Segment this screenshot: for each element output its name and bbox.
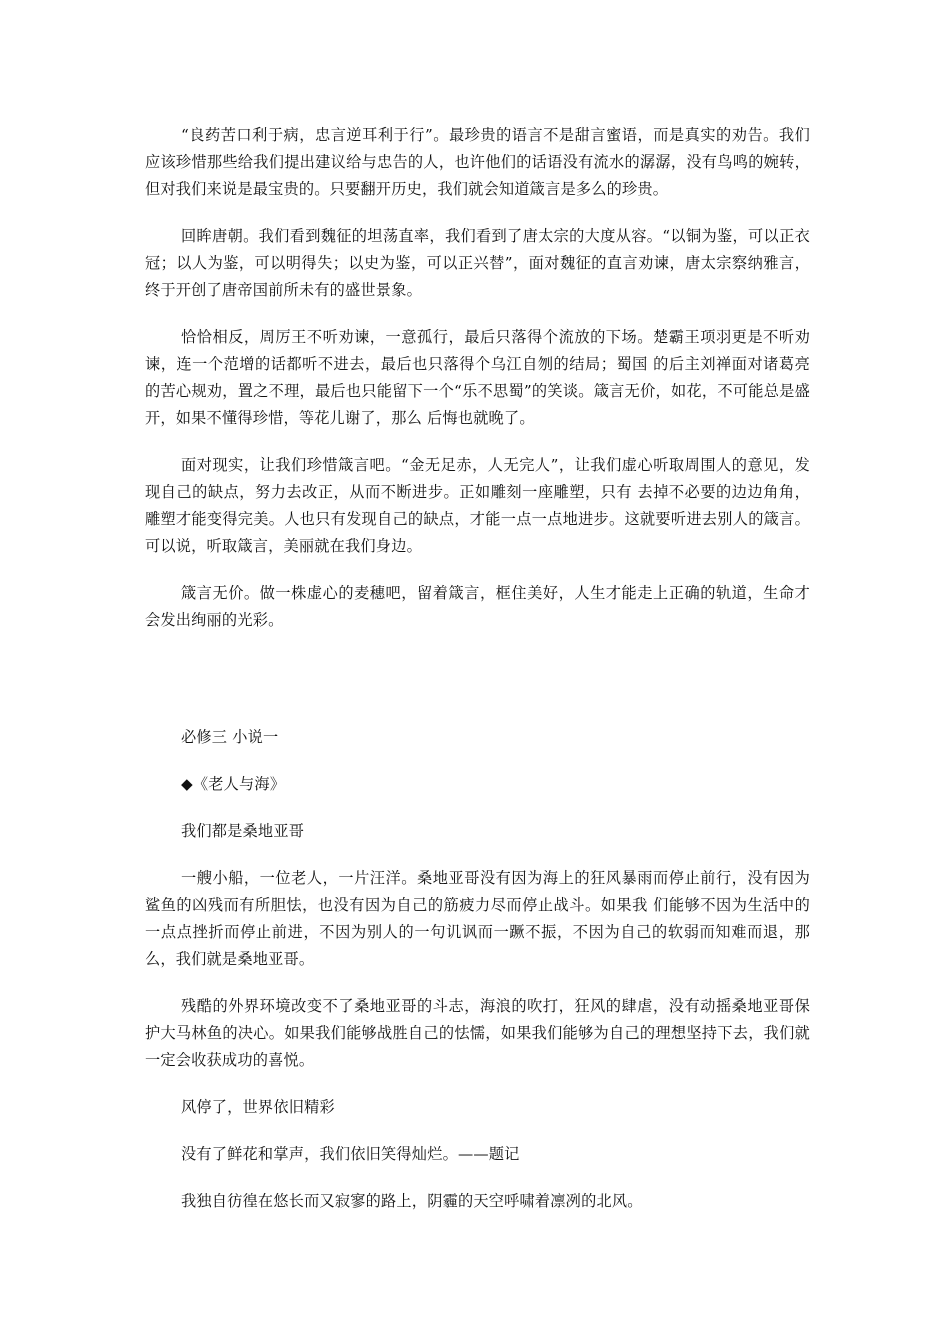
paragraph-4: 面对现实，让我们珍惜箴言吧。“金无足赤，人无完人”，让我们虚心听取周围人的意见，发现自己的缺点，努力去改正，从而不断进步。正如雕刻一座雕塑，只有 去掉不必要的边边角角，雕塑才能变得完美。人也只有发现自己的缺点，才能一点一点地进步。这就要听进去别人的箴言。可以说，听取箴言，美丽就在我们身边。 bbox=[145, 456, 810, 555]
essay-paragraph-1: 一艘小船，一位老人，一片汪洋。桑地亚哥没有因为海上的狂风暴雨而停止前行，没有因为鲨鱼的凶残而有所胆怯，也没有因为自己的筋疲力尽而停止战斗。如果我 们能够不因为生活中的一点点挫折而停止前进，不因为别人的一句讥讽而一蹶不振，不因为自己的软弱而知难而退，那么，我们就是桑地亚哥。 bbox=[145, 869, 810, 968]
epigraph: 没有了鲜花和掌声，我们依旧笑得灿烂。——题记 bbox=[181, 1145, 520, 1163]
essay-title: 我们都是桑地亚哥 bbox=[181, 822, 305, 840]
essay-title-2: 风停了，世界依旧精彩 bbox=[181, 1098, 335, 1116]
paragraph-3: 恰恰相反，周厉王不听劝谏，一意孤行，最后只落得个流放的下场。楚霸王项羽更是不听劝谏，连一个范增的话都听不进去，最后也只落得个乌江自刎的结局；蜀国 的后主刘禅面对诸葛亮的苦心规劝，置之不理，最后也只能留下一个“乐不思蜀”的笑谈。箴言无价，如花，不可能总是盛开，如果不懂得珍惜，等花儿谢了，那么 后悔也就晚了。 bbox=[145, 328, 810, 427]
book-title: ◆《老人与海》 bbox=[181, 775, 286, 793]
section-gap bbox=[145, 654, 810, 724]
section-heading: 必修三 小说一 bbox=[181, 728, 279, 746]
paragraph-5: 箴言无价。做一株虚心的麦穗吧，留着箴言，框住美好，人生才能走上正确的轨道，生命才会发出绚丽的光彩。 bbox=[145, 584, 810, 629]
document-page bbox=[145, 122, 810, 1235]
paragraph-2: 回眸唐朝。我们看到魏征的坦荡直率，我们看到了唐太宗的大度从容。“以铜为鉴，可以正衣冠；以人为鉴，可以明得失；以史为鉴，可以正兴替”，面对魏征的直言劝谏，唐太宗察纳雅言，终于开创了唐帝国前所未有的盛世景象。 bbox=[145, 227, 810, 299]
essay-paragraph-2: 残酷的外界环境改变不了桑地亚哥的斗志，海浪的吹打，狂风的肆虐，没有动摇桑地亚哥保护大马林鱼的决心。如果我们能够战胜自己的怯懦，如果我们能够为自己的理想坚持下去，我们就一定会收获成功的喜悦。 bbox=[145, 997, 810, 1069]
essay-first-line: 我独自彷徨在悠长而又寂寥的路上，阴霾的天空呼啸着凛冽的北风。 bbox=[181, 1192, 643, 1210]
paragraph-1: “良药苦口利于病，忠言逆耳利于行”。最珍贵的语言不是甜言蜜语，而是真实的劝告。我们应该珍惜那些给我们提出建议给与忠告的人，也许他们的话语没有流水的潺潺，没有鸟鸣的婉转，但对我们来说是最宝贵的。只要翻开历史，我们就会知道箴言是多么的珍贵。 bbox=[145, 126, 810, 198]
